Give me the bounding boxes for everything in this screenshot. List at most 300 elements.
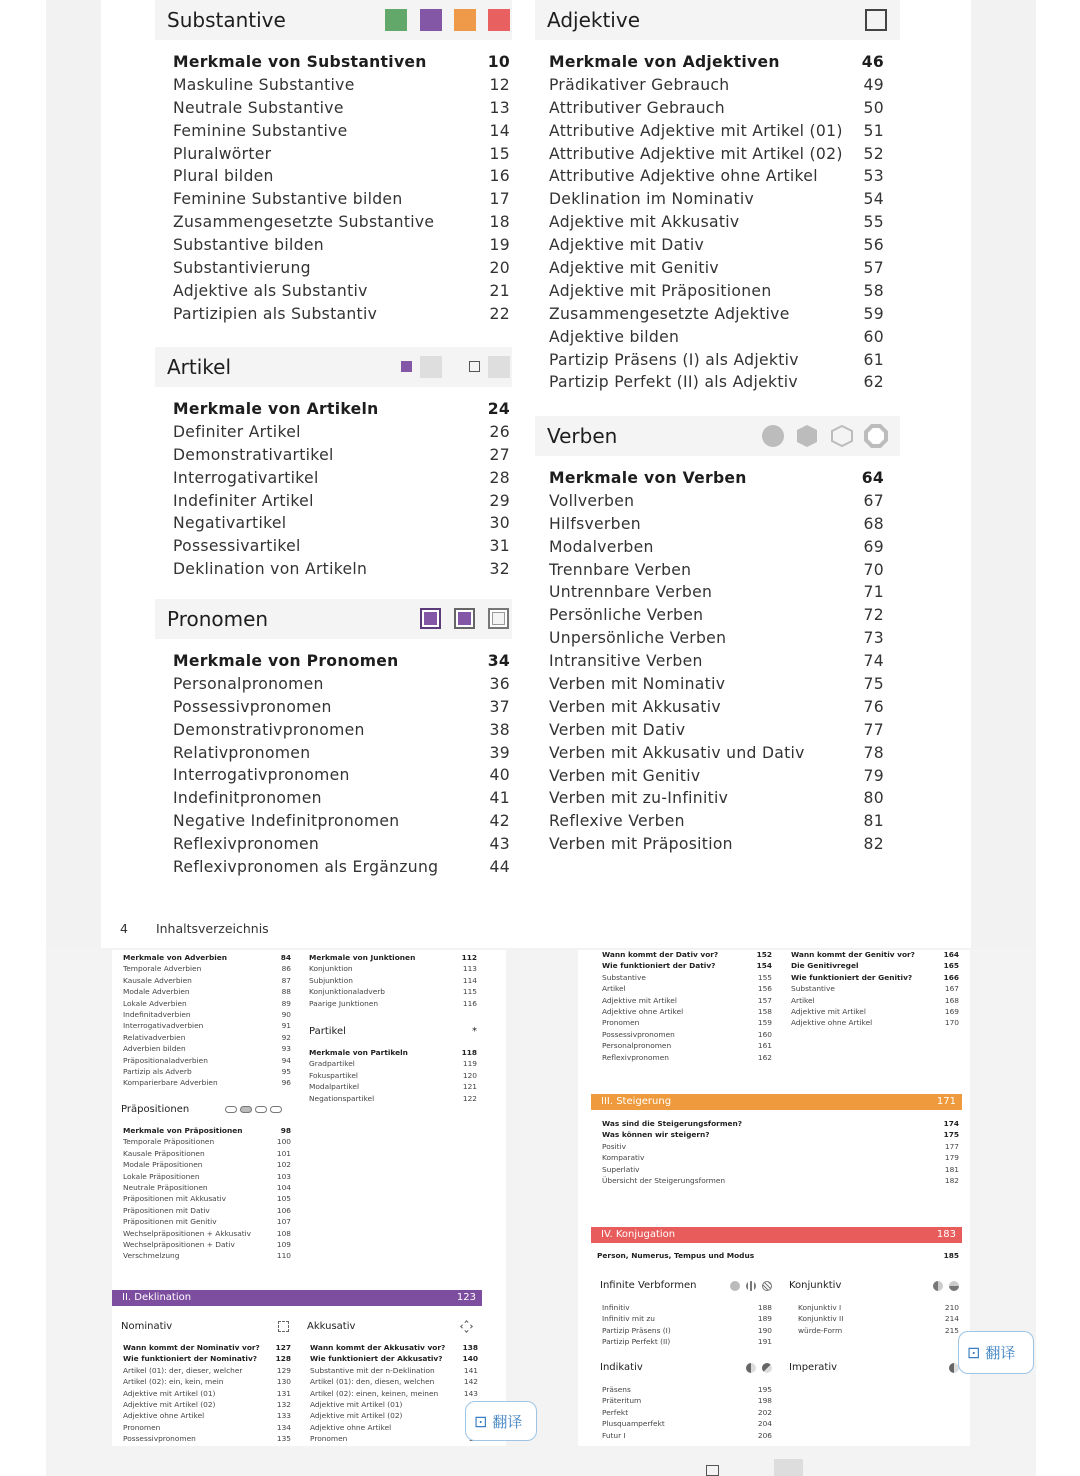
- konjunktiv-shape-icons: [933, 1281, 959, 1291]
- row-title: Substantive: [602, 972, 646, 982]
- toc-row: [310, 1388, 478, 1399]
- row-title: Modalpartikel: [309, 1082, 359, 1092]
- toc-row: [791, 960, 959, 971]
- row-title: Relativadverbien: [123, 1032, 186, 1042]
- toc-row: [173, 257, 510, 280]
- toc-row: [549, 51, 884, 74]
- toc-list-pronomen: [173, 650, 510, 879]
- row-page: 21: [489, 281, 510, 300]
- section-header-partikel: [309, 1026, 477, 1037]
- row-title: Lokale Präpositionen: [123, 1171, 200, 1181]
- translate-label: 翻译: [492, 1412, 523, 1431]
- orange-square-icon: [454, 9, 476, 31]
- row-page: 57: [863, 259, 884, 278]
- row-page: 108: [276, 1228, 291, 1238]
- toc-row: [173, 120, 510, 143]
- row-title: Wechselpräpositionen + Akkusativ: [123, 1228, 252, 1238]
- row-page: 22: [489, 304, 510, 323]
- row-title: Demonstrativartikel: [173, 445, 334, 464]
- toc-row: [173, 742, 510, 765]
- row-title: Reflexive Verben: [549, 812, 685, 831]
- row-page: 51: [863, 121, 884, 140]
- row-title: Reflexivpronomen als Ergänzung: [173, 858, 439, 877]
- row-title: Merkmale von Partikeln: [309, 1048, 408, 1057]
- row-page: 38: [489, 720, 510, 739]
- row-page: 54: [863, 190, 884, 209]
- toc-row: [173, 535, 510, 558]
- row-title: Adjektive als Substantiv: [173, 281, 368, 300]
- toc-row: [549, 234, 884, 257]
- row-title: Partizip als Adverb: [123, 1066, 192, 1076]
- toc-row: [602, 1118, 959, 1129]
- row-title: Plusquamperfekt: [602, 1419, 665, 1429]
- toc-row: [310, 1433, 478, 1444]
- row-page: 132: [276, 1399, 291, 1409]
- row-title: Maskuline Substantive: [173, 75, 355, 94]
- toc-row: [173, 856, 510, 879]
- row-page: 36: [489, 674, 510, 693]
- row-page: 195: [757, 1385, 772, 1394]
- toc-row: [123, 1125, 291, 1136]
- toc-row: [602, 1418, 772, 1429]
- row-page: 50: [863, 98, 884, 117]
- row-page: 13: [489, 98, 510, 117]
- row-title: Deklination im Nominativ: [549, 190, 755, 209]
- row-title: Gradpartikel: [309, 1059, 355, 1069]
- row-title: Vollverben: [549, 491, 635, 510]
- toc-row: [549, 165, 884, 188]
- translate-button[interactable]: [465, 1401, 537, 1441]
- toc-row: [123, 1228, 291, 1239]
- row-title: Präpositionaladverbien: [123, 1055, 208, 1065]
- toc-row: [173, 444, 510, 467]
- outline-square-icon: [865, 9, 887, 31]
- row-page: 42: [489, 812, 510, 831]
- toc-row: [602, 995, 772, 1006]
- toc-row: [123, 1205, 291, 1216]
- half-circle-icon: [746, 1363, 756, 1373]
- scroll-indicator-icon: [706, 1465, 719, 1476]
- row-title: Feminine Substantive: [173, 121, 348, 140]
- half-circle-icon: [762, 1363, 772, 1373]
- row-page: 166: [943, 972, 959, 982]
- row-page: 78: [863, 743, 884, 762]
- row-title: Artikel: [791, 995, 815, 1005]
- toc-row: [549, 650, 884, 673]
- toc-row: [602, 960, 772, 971]
- row-title: Wie funktioniert der Nominativ?: [123, 1354, 258, 1364]
- row-title: Modale Adverbien: [123, 987, 190, 997]
- row-page: 56: [863, 236, 884, 255]
- section-header-infinite: [600, 1280, 772, 1291]
- row-title: Verben mit Akkusativ: [549, 697, 721, 716]
- row-title: Modalverben: [549, 537, 654, 556]
- row-page: 120: [462, 1070, 477, 1080]
- row-page: 15: [489, 144, 510, 163]
- row-title: Merkmale von Verben: [549, 469, 747, 487]
- toc-row: [173, 558, 510, 581]
- section-header-nominativ: [121, 1321, 289, 1332]
- row-title: Substantivierung: [173, 259, 311, 278]
- gray-square-icon: [420, 356, 442, 378]
- toc-row: [309, 986, 477, 997]
- toc-row: [602, 949, 772, 960]
- row-title: Adjektive ohne Artikel: [310, 1422, 392, 1432]
- row-page: 62: [863, 373, 884, 392]
- row-page: 101: [276, 1148, 291, 1158]
- row-page: 106: [276, 1205, 291, 1215]
- row-page: 191: [757, 1337, 772, 1347]
- row-page: 105: [276, 1194, 291, 1204]
- toc-row: [549, 303, 884, 326]
- row-title: Definiter Artikel: [173, 422, 301, 441]
- row-page: 116: [462, 998, 477, 1008]
- row-page: 93: [281, 1044, 291, 1054]
- row-page: 102: [276, 1160, 291, 1170]
- row-title: Reflexivpronomen: [602, 1052, 669, 1062]
- toc-row: [173, 787, 510, 810]
- toc-row: [602, 1164, 959, 1175]
- row-page: 68: [863, 514, 884, 533]
- row-title: Adjektive mit Artikel (02): [310, 1411, 403, 1421]
- row-page: 74: [863, 652, 884, 671]
- toc-row: [798, 1325, 959, 1336]
- toc-row: [123, 963, 291, 974]
- row-title: Interrogativadverbien: [123, 1021, 204, 1031]
- row-title: Adjektive bilden: [549, 327, 680, 346]
- toc-row: [173, 165, 510, 188]
- toc-row: [602, 1052, 772, 1063]
- row-page: 156: [757, 984, 772, 994]
- row-title: Adjektive mit Präpositionen: [549, 281, 772, 300]
- toc-row: [549, 97, 884, 120]
- row-page: 89: [281, 998, 291, 1008]
- toc-row: [791, 1017, 959, 1028]
- toc-row: [549, 719, 884, 742]
- row-title: Infinitiv mit zu: [602, 1314, 655, 1324]
- toc-row: [123, 1353, 291, 1364]
- toc-row: [123, 1376, 291, 1387]
- row-title: Attributive Adjektive mit Artikel (01): [549, 121, 843, 140]
- row-title: Adjektive mit Akkusativ: [549, 213, 740, 232]
- row-page: 168: [944, 995, 959, 1005]
- toc-row: [549, 833, 884, 856]
- toc-row: [602, 1325, 772, 1336]
- row-title: Präpositionen mit Dativ: [123, 1205, 210, 1215]
- row-title: Adjektive mit Artikel (01): [123, 1388, 216, 1398]
- row-page: 46: [861, 53, 884, 71]
- row-page: 190: [757, 1325, 772, 1335]
- row-page: 188: [757, 1303, 772, 1312]
- row-page: 58: [863, 281, 884, 300]
- row-title: Superlativ: [602, 1164, 640, 1174]
- section-title: Partikel: [309, 1026, 346, 1037]
- toc-row: [123, 975, 291, 986]
- toc-row: [309, 975, 477, 986]
- row-page: 202: [757, 1407, 772, 1417]
- row-title: Verben mit zu-Infinitiv: [549, 789, 729, 808]
- row-page: 86: [281, 964, 291, 974]
- row-page: 81: [863, 812, 884, 831]
- row-page: 130: [276, 1377, 291, 1387]
- toc-row: [602, 1175, 959, 1186]
- row-page: 175: [943, 1130, 959, 1140]
- row-title: Verben mit Nominativ: [549, 675, 726, 694]
- row-title: Prädikativer Gebrauch: [549, 75, 730, 94]
- striped-circle-icon: [746, 1281, 756, 1291]
- toc-row: [549, 490, 884, 513]
- row-title: Pronomen: [310, 1434, 348, 1444]
- row-page: 174: [943, 1119, 959, 1128]
- toc-row: [123, 1032, 291, 1043]
- toc-list-adjektive: [549, 51, 884, 394]
- toc-row: [173, 398, 510, 421]
- outline-octagon-icon: [866, 426, 886, 446]
- row-page: 158: [757, 1006, 772, 1016]
- row-title: Artikel: [602, 984, 626, 994]
- bar-label: IV. Konjugation: [601, 1229, 676, 1240]
- row-page: 19: [489, 236, 510, 255]
- row-title: Substantive mit der n-Deklination: [310, 1365, 435, 1375]
- row-page: 52: [863, 144, 884, 163]
- translate-icon: ⊡: [474, 1411, 488, 1431]
- toc-row: [123, 1433, 291, 1444]
- row-title: Pluralwörter: [173, 144, 272, 163]
- toc-row: [173, 188, 510, 211]
- row-title: Was können wir steigern?: [602, 1130, 710, 1140]
- row-page: 155: [757, 972, 772, 982]
- toc-row: [173, 234, 510, 257]
- framed-square-icon: [454, 608, 475, 629]
- purple-square-icon: [420, 9, 442, 31]
- row-page: 12: [489, 75, 510, 94]
- toc-list-praepositionen: [123, 1125, 291, 1262]
- row-page: 104: [276, 1182, 291, 1192]
- section-title: Präpositionen: [121, 1104, 190, 1115]
- toc-row: [602, 1336, 772, 1347]
- row-title: Verschmelzung: [123, 1251, 180, 1261]
- row-title: Präpositionen mit Akkusativ: [123, 1194, 227, 1204]
- toc-row: [123, 1171, 291, 1182]
- toc-row: [549, 257, 884, 280]
- section-title: Nominativ: [121, 1321, 173, 1332]
- row-page: 84: [280, 953, 291, 962]
- toc-row: [310, 1399, 478, 1410]
- row-page: 10: [487, 53, 510, 71]
- section-title: Indikativ: [600, 1362, 643, 1373]
- row-page: 110: [276, 1251, 291, 1261]
- toc-row: [123, 1410, 291, 1421]
- section-title: Akkusativ: [307, 1321, 356, 1332]
- toc-row: [310, 1342, 478, 1353]
- row-title: Präteritum: [602, 1396, 642, 1406]
- row-title: Modale Präpositionen: [123, 1160, 203, 1170]
- circle-icon: [730, 1281, 740, 1291]
- half-circle-icon: [949, 1281, 959, 1291]
- toc-row: [123, 1250, 291, 1261]
- section-bar-steigerung: [591, 1094, 962, 1110]
- row-page: 152: [756, 950, 772, 959]
- toc-row: [123, 1239, 291, 1250]
- row-title: Pronomen: [123, 1422, 161, 1432]
- row-page: 34: [487, 652, 510, 670]
- toc-row: [549, 326, 884, 349]
- row-page: 90: [281, 1009, 291, 1019]
- toc-row: [602, 1017, 772, 1028]
- row-page: 157: [757, 995, 772, 1005]
- row-page: 114: [462, 975, 477, 985]
- row-page: 69: [863, 537, 884, 556]
- toc-row: [602, 1313, 772, 1324]
- toc-row: [173, 696, 510, 719]
- toc-row: [549, 787, 884, 810]
- row-page: 133: [276, 1411, 291, 1421]
- toc-row: [549, 74, 884, 97]
- page-footer: [120, 921, 269, 936]
- row-page: 103: [276, 1171, 291, 1181]
- row-title: Negativartikel: [173, 514, 287, 533]
- row-title: Konjunktiv II: [798, 1314, 844, 1324]
- row-title: Präsens: [602, 1385, 631, 1394]
- toc-list-indikativ: [602, 1384, 772, 1441]
- row-title: Attributive Adjektive mit Artikel (02): [549, 144, 843, 163]
- row-title: Übersicht der Steigerungsformen: [602, 1175, 726, 1185]
- row-title: Possessivpronomen: [602, 1029, 675, 1039]
- footer-label: Inhaltsverzeichnis: [155, 921, 269, 936]
- toc-row: [549, 188, 884, 211]
- toc-row: [309, 1081, 477, 1092]
- toc-row: [123, 1077, 291, 1088]
- row-page: 121: [462, 1082, 477, 1092]
- row-title: Possessivartikel: [173, 537, 301, 556]
- row-title: Paarige Junktionen: [309, 998, 379, 1008]
- red-square-icon: [488, 9, 510, 31]
- row-title: Merkmale von Substantiven: [173, 53, 427, 71]
- row-title: Präpositionen mit Genitiv: [123, 1217, 217, 1227]
- row-page: 31: [489, 537, 510, 556]
- row-title: Partizip Perfekt (II): [602, 1337, 671, 1347]
- row-page: 82: [863, 835, 884, 854]
- bar-label: II. Deklination: [122, 1292, 192, 1303]
- row-page: 138: [462, 1343, 478, 1352]
- row-page: 141: [463, 1365, 478, 1375]
- asterisk-icon: *: [472, 1026, 477, 1037]
- row-page: 91: [281, 1021, 291, 1031]
- row-page: 40: [489, 766, 510, 785]
- row-page: 94: [281, 1055, 291, 1065]
- row-title: Partizip Präsens (I): [602, 1325, 671, 1335]
- row-title: Attributiver Gebrauch: [549, 98, 725, 117]
- row-title: Zusammengesetzte Substantive: [173, 213, 435, 232]
- toc-row: [549, 349, 884, 372]
- toc-row: [123, 1182, 291, 1193]
- toc-row: [310, 1410, 478, 1421]
- gray-hexagon-icon: [797, 425, 817, 447]
- row-page: 161: [757, 1041, 772, 1051]
- translate-button[interactable]: [958, 1331, 1034, 1374]
- row-title: Verben mit Dativ: [549, 720, 686, 739]
- row-page: 92: [281, 1032, 291, 1042]
- row-page: 72: [863, 606, 884, 625]
- row-title: Infinitiv: [602, 1303, 630, 1312]
- scroll-thumb[interactable]: [774, 1459, 803, 1476]
- row-title: würde-Form: [798, 1325, 843, 1335]
- row-title: Partizip Präsens (I) als Adjektiv: [549, 350, 799, 369]
- toc-list-dativ: [602, 949, 772, 1063]
- toc-row: [123, 1159, 291, 1170]
- capsule-icon: [255, 1106, 267, 1113]
- section-title: Imperativ: [789, 1362, 838, 1373]
- row-page: 122: [462, 1093, 477, 1103]
- section-header-akkusativ: [307, 1321, 475, 1332]
- row-page: 214: [944, 1314, 959, 1324]
- capsule-icon: [225, 1106, 237, 1113]
- row-page: 96: [281, 1078, 291, 1088]
- row-page: 140: [462, 1354, 478, 1364]
- row-title: Pronomen: [602, 1018, 640, 1028]
- toc-row: [310, 1422, 478, 1433]
- toc-row: [602, 1006, 772, 1017]
- row-page: 179: [944, 1153, 959, 1163]
- toc-row: [549, 559, 884, 582]
- row-title: Adjektive ohne Artikel: [123, 1411, 205, 1421]
- row-title: Negative Indefinitpronomen: [173, 812, 400, 831]
- diamond-icon: [460, 1320, 473, 1333]
- row-page: 159: [757, 1018, 772, 1028]
- toc-row: [123, 986, 291, 997]
- row-title: Wechselpräpositionen + Dativ: [123, 1239, 235, 1249]
- toc-row: [602, 1152, 959, 1163]
- row-title: Artikel (02): ein, kein, mein: [123, 1377, 224, 1387]
- row-page: 127: [275, 1343, 291, 1352]
- toc-row: [173, 143, 510, 166]
- row-title: Unpersönliche Verben: [549, 629, 727, 648]
- praepositionen-shape-icons: [225, 1106, 282, 1113]
- row-title: Futur I: [602, 1430, 626, 1440]
- toc-row: [310, 1353, 478, 1364]
- row-page: 73: [863, 629, 884, 648]
- row-title: Personalpronomen: [173, 674, 324, 693]
- row-title: Interrogativartikel: [173, 468, 319, 487]
- row-title: Indefinitadverbien: [123, 1009, 191, 1019]
- toc-row: [123, 1193, 291, 1204]
- row-title: Verben mit Akkusativ und Dativ: [549, 743, 805, 762]
- toc-row: [549, 810, 884, 833]
- toc-row: [173, 650, 510, 673]
- toc-row: [173, 490, 510, 513]
- row-page: 189: [757, 1314, 772, 1324]
- row-page: 30: [489, 514, 510, 533]
- toc-row: [173, 74, 510, 97]
- bar-page: 171: [936, 1096, 956, 1107]
- toc-row: [791, 949, 959, 960]
- toc-list-artikel: [173, 398, 510, 581]
- toc-row: [123, 1388, 291, 1399]
- toc-row: [123, 1365, 291, 1376]
- row-page: 28: [489, 468, 510, 487]
- row-title: Adjektive ohne Artikel: [791, 1018, 873, 1028]
- green-square-icon: [385, 9, 407, 31]
- half-circle-icon: [933, 1281, 943, 1291]
- row-title: Merkmale von Pronomen: [173, 652, 399, 670]
- toc-row: [309, 1093, 477, 1104]
- row-title: Adjektive mit Dativ: [549, 236, 705, 255]
- row-page: 61: [863, 350, 884, 369]
- toc-row: [549, 765, 884, 788]
- section-bar-konjugation: [591, 1227, 962, 1243]
- toc-row: [123, 1020, 291, 1031]
- row-title: Merkmale von Adjektiven: [549, 53, 780, 71]
